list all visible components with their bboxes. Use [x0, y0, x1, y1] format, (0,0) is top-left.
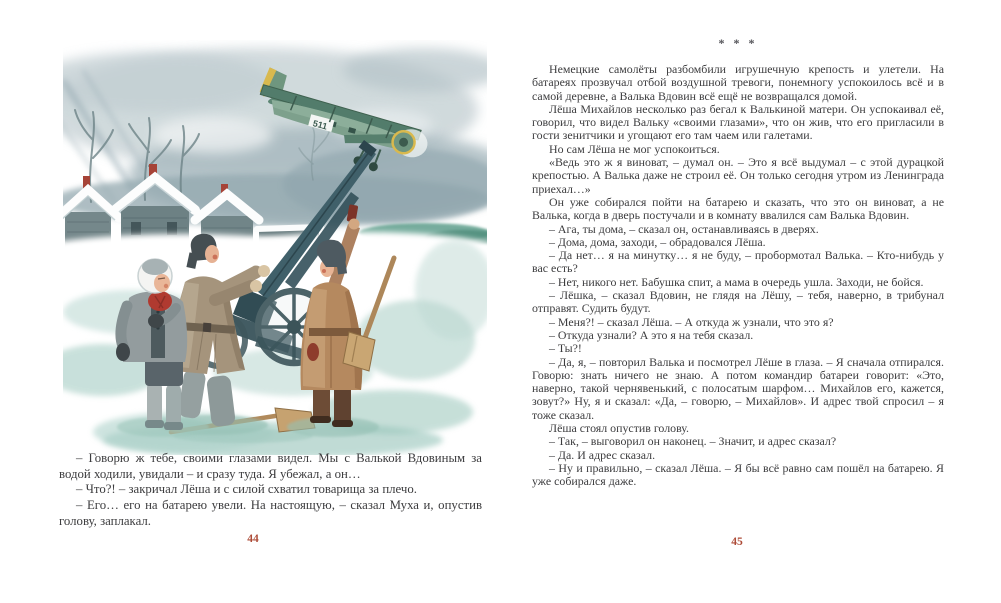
paragraph: – Говорю ж тебе, своими глазами видел. Мы с Валькой Вдовиным за водой ходили, увидали – и сразу туда. Я убежал, а он…	[59, 451, 482, 481]
paragraph: – Да. И адрес сказал.	[549, 447, 656, 462]
paragraph: – Откуда узнали? А это я на тебя сказал.	[549, 327, 754, 342]
paragraph: – Лёшка, – сказал Вдовин, не глядя на Лёшу, – тебя, наверно, в трибунал отправят. Судить будут.	[532, 288, 944, 316]
paragraph: Он уже собирался пойти на батарею и сказать, что это он виноват, а не Валька, когда в дверь постучали и в комнату ввалился сам Валька Вдовин.	[532, 194, 944, 223]
paragraph: – Нет, никого нет. Бабушка спит, а мама в очередь ушла. Заходи, не бойся.	[549, 274, 924, 289]
paragraph: – Ну и правильно, – сказал Лёша. – Я бы всё равно сам пошёл на батарею. Я уже собирался даже.	[532, 460, 944, 489]
paragraph: – Да нет… я на минутку… я не буду, – пробормотал Валька. – Кто-нибудь у вас есть?	[532, 248, 944, 276]
paragraph: – Меня?! – сказал Лёша. – А откуда ж узнали, что это я?	[549, 314, 834, 329]
paragraph: Но сам Лёша не мог успокоиться.	[549, 141, 720, 156]
section-divider: * * *	[718, 36, 758, 50]
paragraph: – Ты?!	[549, 341, 582, 356]
paragraph: Лёша Михайлов несколько раз бегал к Валькиной матери. Он успокаивал её, говорил, что видел Вальку «своими глазами», что он жив, что его пригласили в гости зенитчики и угощают его там чаем или галетами.	[532, 101, 944, 143]
plane-number: 511	[311, 118, 329, 132]
right-page-number: 45	[731, 536, 743, 548]
left-page-number: 44	[247, 533, 259, 545]
paragraph: – Его… его на батарею увели. На настоящую, – сказал Муха и, опустив голову, заплакал.	[59, 498, 482, 528]
paragraph: Немецкие самолёты разбомбили игрушечную крепость и улетели. На батареях прозвучал отбой воздушной тревоги, понемногу успокоилось всё и в самой деревне, а Валька Вдовин всё ещё не возвращался домой.	[532, 62, 944, 103]
paragraph: – Так, – выговорил он наконец. – Значит, и адрес сказал?	[549, 434, 837, 449]
paragraph: Лёша стоял опустив голову.	[549, 421, 690, 436]
left-page-text	[59, 451, 482, 530]
paragraph: – Ага, ты дома, – сказал он, останавливаясь в дверях.	[549, 221, 819, 236]
right-page-text	[532, 63, 944, 489]
paragraph: – Что?! – закричал Лёша и с силой схватил товарища за плечо.	[76, 482, 417, 497]
paragraph: «Ведь это ж я виноват, – думал он. – Это я всё выдумал – с этой дурацкой крепостью. А Валька даже не строил её. Он только сегодня утром из Ленинграда приехал…»	[532, 155, 944, 196]
winter-battery-scene	[63, 40, 487, 455]
illustration	[63, 40, 487, 455]
paragraph: – Дома, дома, заходи, – обрадовался Лёша.	[549, 234, 766, 249]
paragraph: – Да, я, – повторил Валька и посмотрел Лёше в глаза. – Я сначала отпирался. Говорю: знать ничего не знаю. А потом командир батареи говорит: «Это, наверно, такой чернявенький, с полосатым шарфом… Михайлов его, кажется, зовут?» Ну, я и сказал: «Да, – говорю, – Михайлов». И адрес твой спросил – я тоже сказал.	[532, 354, 944, 422]
